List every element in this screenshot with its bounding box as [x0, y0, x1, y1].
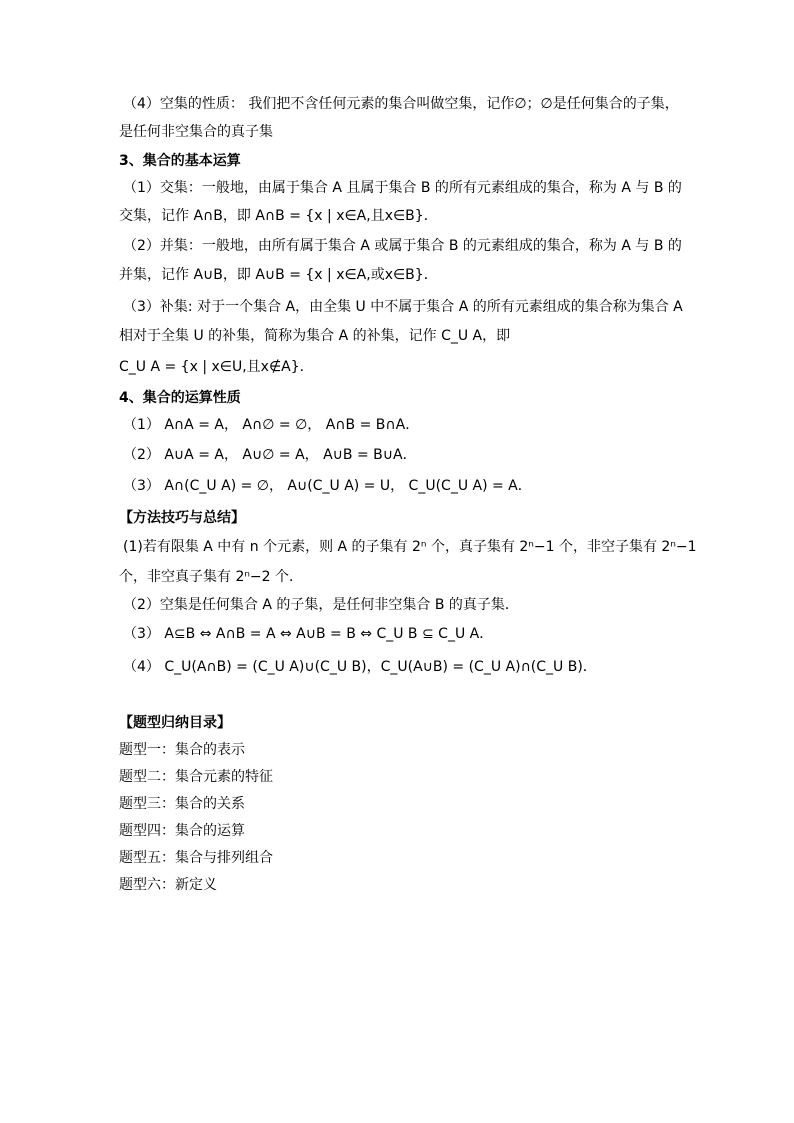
- complement-notation: C_U A = {x | x∈U,且x∉A}．: [119, 359, 314, 375]
- empty-set-property-line: （4）空集的性质： 我们把不含任何元素的集合叫做空集，记作∅；∅是任何集合的子集，: [123, 96, 679, 112]
- section-3-heading: 3、集合的基本运算: [119, 153, 241, 169]
- catalog-item: 题型五：集合与排列组合: [119, 850, 273, 866]
- union-definition: （2）并集：一般地，由所有属于集合 A 或属于集合 B 的元素组成的集合，称为 A 与 B 的: [123, 238, 682, 254]
- catalog-heading: 【题型归纳目录】: [119, 715, 231, 731]
- tip-3: （3） A⊆B ⇔ A∩B = A ⇔ A∪B = B ⇔ C_U B ⊆ C_U A．: [123, 626, 494, 642]
- catalog-item: 题型六：新定义: [119, 877, 217, 893]
- section-4-heading: 4、集合的运算性质: [119, 390, 241, 406]
- union-notation: 并集，记作 A∪B，即 A∪B = {x | x∈A,或x∈B}．: [119, 267, 438, 283]
- catalog-item: 题型三：集合的关系: [119, 796, 245, 812]
- tip-2: （2）空集是任何集合 A 的子集，是任何非空集合 B 的真子集．: [123, 597, 519, 613]
- property-2: （2） A∪A = A， A∪∅ = A， A∪B = B∪A．: [123, 447, 417, 463]
- catalog-item: 题型一：集合的表示: [119, 742, 245, 758]
- intersection-definition: （1）交集：一般地，由属于集合 A 且属于集合 B 的所有元素组成的集合，称为 A 与 B 的: [123, 180, 682, 196]
- empty-set-property-line-2: 是任何非空集合的真子集: [119, 124, 273, 140]
- tip-4: （4） C_U(A∩B) = (C_U A)∪(C_U B)，C_U(A∪B) = (C_U A)∩(C_U B)．: [123, 659, 597, 675]
- method-summary-heading: 【方法技巧与总结】: [119, 510, 245, 526]
- catalog-item: 题型四：集合的运算: [119, 823, 245, 839]
- property-1: （1） A∩A = A， A∩∅ = ∅， A∩B = B∩A．: [123, 417, 420, 433]
- tip-1: (1)若有限集 A 中有 n 个元素，则 A 的子集有 2ⁿ 个，真子集有 2ⁿ−1 个，非空子集有 2ⁿ−1: [123, 539, 697, 555]
- catalog-item: 题型二：集合元素的特征: [119, 769, 273, 785]
- property-3: （3） A∩(C_U A) = ∅， A∪(C_U A) = U， C_U(C_U A) = A．: [123, 478, 532, 494]
- tip-1-continued: 个，非空真子集有 2ⁿ−2 个．: [119, 569, 304, 585]
- complement-definition: （3）补集: 对于一个集合 A，由全集 U 中不属于集合 A 的所有元素组成的集合称为集合 A: [123, 299, 683, 315]
- intersection-notation: 交集，记作 A∩B，即 A∩B = {x | x∈A,且x∈B}．: [119, 208, 438, 224]
- complement-definition-2: 相对于全集 U 的补集，简称为集合 A 的补集，记作 C_U A，即: [119, 328, 511, 344]
